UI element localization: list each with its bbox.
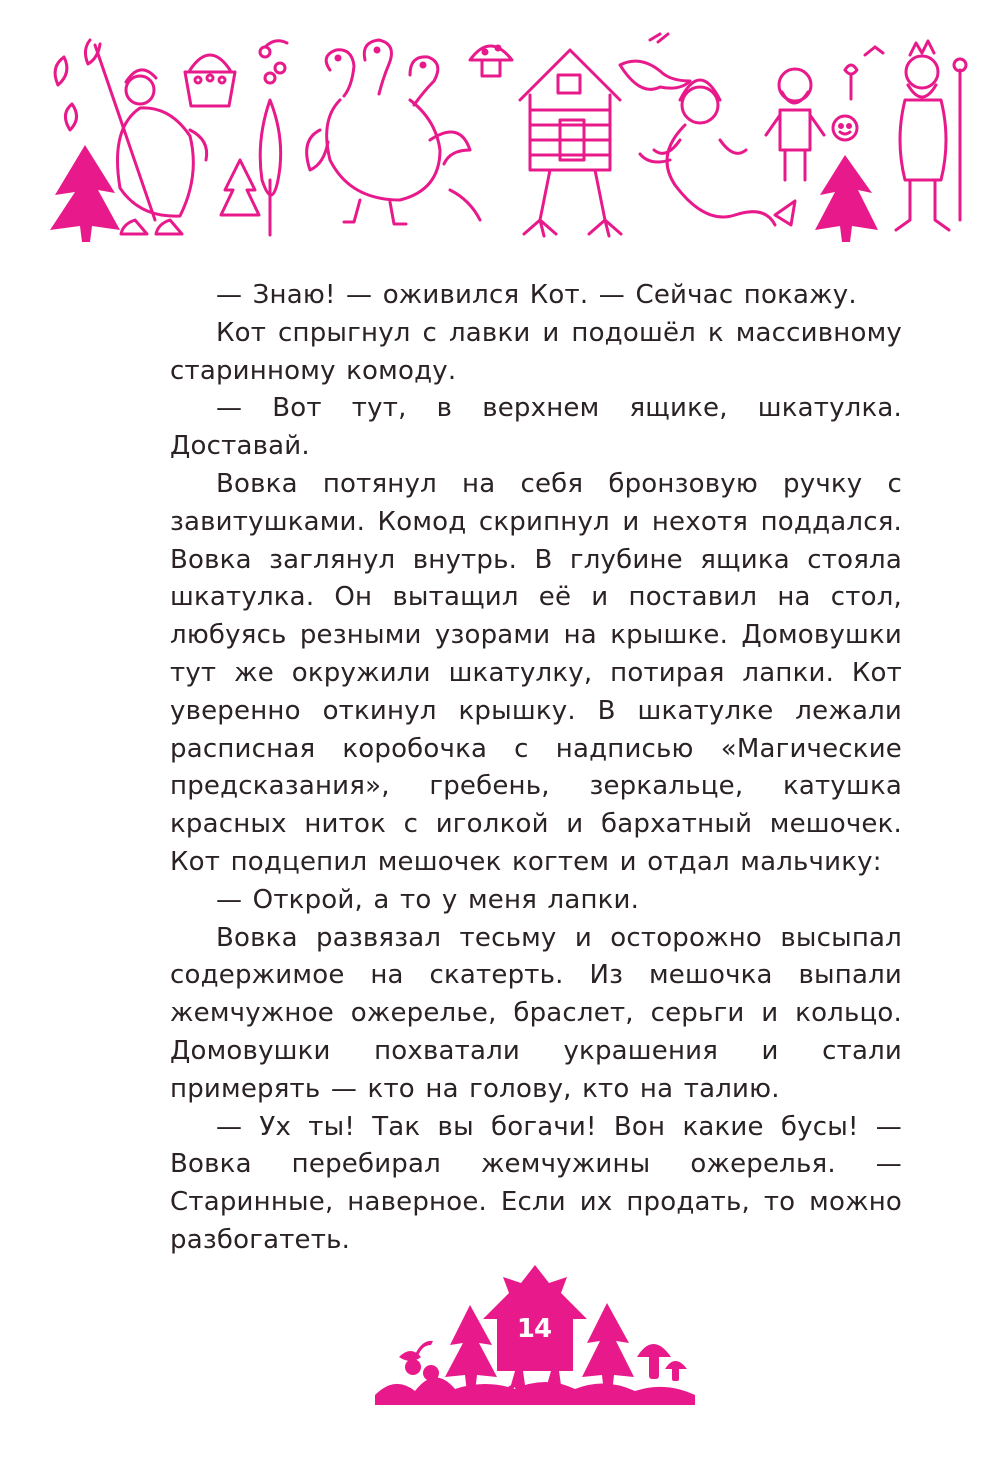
- leaf-icon: [55, 57, 76, 130]
- fir-tree-icon: [815, 155, 878, 242]
- bogatyr-icon: [766, 69, 824, 180]
- mushroom-icon: [637, 1344, 687, 1381]
- birch-tree-icon: [260, 100, 280, 235]
- basket-icon: [185, 55, 235, 106]
- crow-icon: [620, 34, 690, 89]
- three-headed-dragon-icon: [307, 40, 480, 224]
- fir-tree-icon: [221, 160, 259, 215]
- mermaid-icon: [640, 80, 795, 225]
- berry-icon: [399, 1341, 439, 1381]
- tsar-icon: [896, 41, 966, 230]
- paragraph: Вовка развязал тесьму и осторожно высыпал содержимое на скатерть. Из мешочка выпали жемчужное ожерелье, браслет, серьги и кольцо. Домовушки похватали украшения и стали примерять — кто на голову, кто на талию.: [170, 922, 902, 1104]
- mushroom-icon: [470, 46, 512, 76]
- grass-icon: [375, 1377, 695, 1405]
- berry-icon: [260, 41, 287, 83]
- hut-on-chicken-legs-icon: [520, 50, 621, 236]
- paragraph: Вовка потянул на себя бронзовую ручку с завитушками. Комод скрипнул и нехотя поддался. Вовка заглянул внутрь. В глубине ящика стояла шкатулка. Он вытащил её и поставил на стол, любуясь резными узорами на крышке. Домовушки тут же окружили шкатулку, потирая лапки. Кот уверенно откинул крышку. В шкатулке лежали расписная коробочка с надписью «Магические предсказания», гребень, зеркальце, катушка красных ниток с иголкой и бархатный мешочек. Кот подцепил мешочек когтем и отдал мальчику:: [170, 468, 902, 877]
- page-number: 14: [516, 1314, 552, 1344]
- paragraph: — Вот тут, в верхнем ящике, шкатулка. Доставай.: [170, 393, 902, 462]
- kolobok-icon: [833, 116, 857, 140]
- paragraph: — Ух ты! Так вы богачи! Вон какие бусы! — Вовка перебирал жемчужины ожерелья. — Старинные, наверное. Если их продать, то можно разбогатеть.: [170, 1111, 902, 1255]
- folk-tale-characters-banner: [30, 30, 975, 245]
- paragraph: — Знаю! — оживился Кот. — Сейчас покажу.: [216, 280, 857, 310]
- fir-tree-icon: [50, 145, 120, 242]
- story-text: [170, 277, 902, 1260]
- paragraph: Кот спрыгнул с лавки и подошёл к массивному старинному комоду.: [170, 317, 902, 386]
- fir-tree-icon: [582, 1303, 634, 1393]
- paragraph: — Открой, а то у меня лапки.: [216, 884, 640, 915]
- flower-icon: [845, 47, 883, 99]
